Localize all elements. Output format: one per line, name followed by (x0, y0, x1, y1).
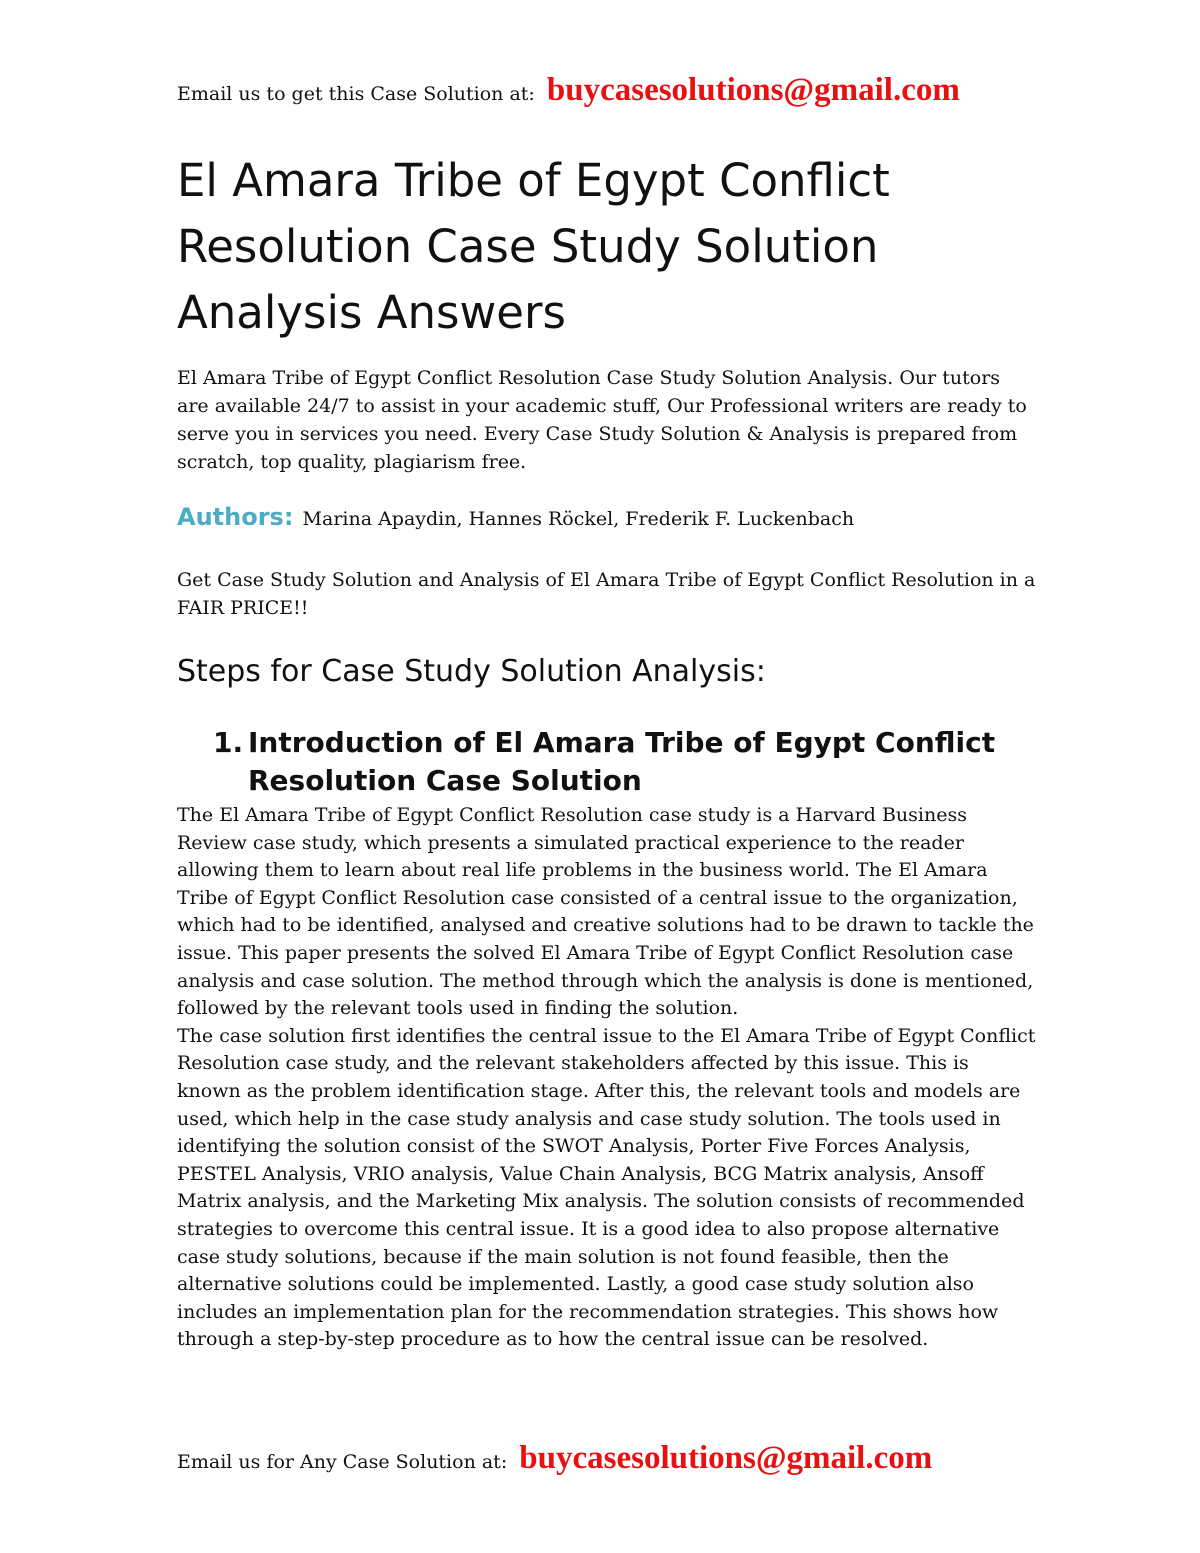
steps-heading: Steps for Case Study Solution Analysis: (177, 654, 766, 689)
header-email-label: Email us to get this Case Solution at: (177, 83, 535, 105)
body-text (177, 802, 1037, 1354)
authors-line (177, 503, 1037, 531)
header-email-line (177, 72, 960, 109)
intro-paragraph: El Amara Tribe of Egypt Conflict Resolution Case Study Solution Analysis. Our tutors are available 24/7 to assist in your academic stuff, Our Professional writers are ready to serve you in services you need. Every Case Study Solution & Analysis is prepared from scratch, top quality, plagiarism free. (177, 367, 1027, 473)
footer-email-address[interactable]: buycasesolutions@gmail.com (519, 1440, 933, 1476)
authors-names: Marina Apaydin, Hannes Röckel, Frederik F. Luckenbach (302, 508, 855, 530)
body-paragraph-2: The case solution first identifies the central issue to the El Amara Tribe of Egypt Conflict Resolution case study, and the relevant stakeholders affected by this issue. This is known as the problem identification stage. After this, the relevant tools and models are used, which help in the case study analysis and case study solution. The tools used in identifying the solution consist of the SWOT Analysis, Porter Five Forces Analysis, PESTEL Analysis, VRIO analysis, Value Chain Analysis, BCG Matrix analysis, Ansoff Matrix analysis, and the Marketing Mix analysis. The solution consists of recommended strategies to overcome this central issue. It is a good idea to also propose alternative case study solutions, because if the main solution is not found feasible, then the alternative solutions could be implemented. Lastly, a good case study solution also includes an implementation plan for the recommendation strategies. This shows how through a step-by-step procedure as to how the central issue can be resolved. (177, 1024, 1036, 1351)
header-email-address[interactable]: buycasesolutions@gmail.com (546, 72, 960, 108)
step-item-title: Introduction of El Amara Tribe of Egypt Conflict Resolution Case Solution (248, 726, 996, 797)
body-paragraph-1: The El Amara Tribe of Egypt Conflict Resolution case study is a Harvard Business Review case study, which presents a simulated practical experience to the reader allowing them to learn about real life problems in the business world. The El Amara Tribe of Egypt Conflict Resolution case consisted of a central issue to the organization, which had to be identified, analysed and creative solutions had to be drawn to tackle the issue. This paper presents the solved El Amara Tribe of Egypt Conflict Resolution case analysis and case solution. The method through which the analysis is done is mentioned, followed by the relevant tools used in finding the solution. (177, 804, 1034, 1020)
footer-email-line (177, 1440, 932, 1477)
get-case-paragraph: Get Case Study Solution and Analysis of El Amara Tribe of Egypt Conflict Resolution in a FAIR PRICE!! (177, 569, 1036, 619)
step-item-number: 1. (213, 726, 244, 759)
document-title: El Amara Tribe of Egypt Conflict Resolution Case Study Solution Analysis Answers (177, 154, 890, 339)
step-item-1 (177, 724, 1037, 800)
footer-email-label: Email us for Any Case Solution at: (177, 1451, 508, 1473)
authors-label: Authors: (177, 503, 294, 531)
